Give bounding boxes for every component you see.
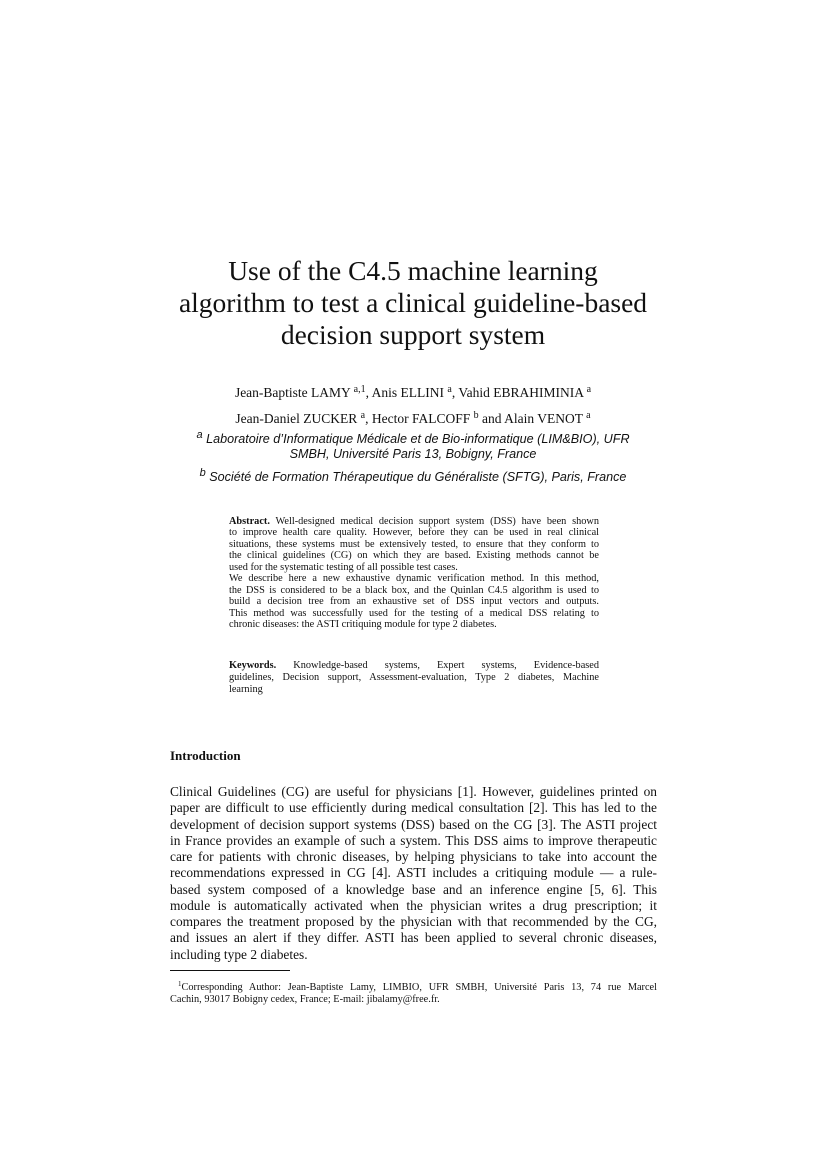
body-line: including type 2 diabetes. <box>170 946 308 962</box>
affiliation-line <box>150 466 676 485</box>
author-name: Jean-Daniel ZUCKER <box>235 411 358 426</box>
footnote-mark: 1 <box>178 980 182 988</box>
abstract-line <box>229 585 599 596</box>
body-line: compares the treatment proposed by the physician with that recommended by the CG, <box>170 914 657 929</box>
body-line: Clinical Guidelines (CG) are useful for physicians [1]. However, guidelines printed on <box>170 784 657 799</box>
author-affiliation-mark: a,1 <box>353 384 366 395</box>
abstract-line <box>229 608 599 619</box>
affiliation-mark: a <box>196 429 203 441</box>
keywords-text: Knowledge-based systems, Expert systems, Evidence-based <box>276 660 599 671</box>
affiliation-b <box>150 466 676 485</box>
separator: , <box>365 411 372 426</box>
body-line: based system composed of a knowledge base and an inference engine [5, 6]. This <box>170 881 657 897</box>
author-affiliation-mark: b <box>473 410 479 421</box>
abstract-text: to improve health care quality. However, before they can be used in real clinical <box>229 527 599 539</box>
footnote-text: Cachin, 93017 Bobigny cedex, France; E-mail: jibalamy@free.fr. <box>170 994 440 1005</box>
title-line: decision support system <box>280 319 546 350</box>
author-affiliation-mark: a <box>586 384 592 395</box>
abstract-text: situations, these systems must be extensively tested, to ensure that they conform to <box>229 538 599 550</box>
abstract-text: chronic diseases: the ASTI critiquing module for type 2 diabetes. <box>229 619 497 631</box>
abstract-label: Abstract. <box>229 516 270 527</box>
body-line: and issues an alert if they differ. ASTI has been applied to several chronic diseases, <box>170 930 657 946</box>
abstract-line <box>229 573 599 584</box>
footnote-text: Corresponding Author: Jean-Baptiste Lamy, LIMBIO, UFR SMBH, Université Paris 13, 74 rue Marcel <box>181 982 657 993</box>
affiliation-line <box>150 428 676 447</box>
abstract-text: This method was successfully used for the testing of a medical DSS relating to <box>229 607 599 619</box>
separator: and <box>478 411 505 426</box>
abstract-line <box>229 596 599 607</box>
keywords-text: learning <box>229 683 263 695</box>
author-line <box>100 404 726 430</box>
title-line: Use of the C4.5 machine learning <box>228 255 598 286</box>
affiliation-text: Société de Formation Thérapeutique du Généraliste (SFTG), Paris, France <box>209 470 627 484</box>
author-name: Alain VENOT <box>504 411 583 426</box>
abstract-line <box>229 562 599 573</box>
separator: , <box>365 385 372 400</box>
body-line: paper are difficult to use efficiently during medical consultation [2]. This has led to the <box>170 800 657 816</box>
affiliation-line: SMBH, Université Paris 13, Bobigny, France <box>289 447 537 461</box>
abstract-line <box>229 516 599 527</box>
abstract-text: Well-designed medical decision support system (DSS) have been shown <box>269 516 599 527</box>
abstract-line <box>229 619 599 630</box>
paper-title <box>100 255 726 351</box>
body-line: development of decision support systems (DSS) based on the CG [3]. The ASTI project <box>170 816 657 832</box>
body-line: recommendations expressed in CG [4]. ASTI includes a critiquing module — a rule- <box>170 865 657 881</box>
separator: , <box>451 385 459 400</box>
abstract-text: the clinical guidelines (CG) on which they are based. Existing methods cannot be <box>229 550 599 562</box>
affiliation-mark: b <box>199 467 206 479</box>
abstract-text: build a decision tree from an exhaustive set of DSS input vectors and outputs. <box>229 596 599 608</box>
abstract <box>229 516 599 631</box>
author-affiliation-mark: a <box>586 410 591 421</box>
author-name: Jean-Baptiste LAMY <box>234 385 351 400</box>
author-name: Hector FALCOFF <box>371 411 471 426</box>
author-name: Vahid EBRAHIMINIA <box>458 385 584 400</box>
keywords-line <box>229 660 599 672</box>
keywords-text: guidelines, Decision support, Assessment-evaluation, Type 2 diabetes, Machine <box>229 671 599 683</box>
footnote-rule <box>170 970 290 971</box>
abstract-line <box>229 539 599 550</box>
author-list <box>100 378 726 430</box>
title-line: algorithm to test a clinical guideline-based <box>178 287 648 318</box>
abstract-text: used for the systematic testing of all possible test cases. <box>229 561 458 573</box>
body-line: module is automatically activated when the physician writes a drug prescription; it <box>170 897 657 913</box>
abstract-text: the DSS is considered to be a black box, and the Quinlan C4.5 algorithm is used to <box>229 584 599 596</box>
author-affiliation-mark: a <box>360 410 366 421</box>
abstract-line <box>229 550 599 561</box>
body-line: in France provides an example of such a system. This DSS aims to improve therapeutic <box>170 832 657 848</box>
keywords <box>229 660 599 695</box>
section-heading-introduction: Introduction <box>170 748 241 763</box>
footnote-line <box>170 978 657 994</box>
author-line <box>100 378 726 404</box>
introduction-body <box>170 784 657 963</box>
footnote <box>170 978 657 1006</box>
footnote-line <box>170 994 657 1006</box>
affiliation-a <box>150 428 676 462</box>
keywords-line <box>229 684 599 696</box>
abstract-text: We describe here a new exhaustive dynamic verification method. In this method, <box>229 573 599 585</box>
author-name: Anis ELLINI <box>371 385 444 400</box>
author-affiliation-mark: a <box>447 384 452 395</box>
keywords-line <box>229 672 599 684</box>
body-line: care for patients with chronic diseases, by helping physicians to take into account the <box>170 849 657 864</box>
keywords-label: Keywords. <box>229 660 277 671</box>
affiliation-text: Laboratoire d’Informatique Médicale et de Bio-informatique (LIM&BIO), UFR <box>206 432 630 446</box>
abstract-line <box>229 527 599 538</box>
